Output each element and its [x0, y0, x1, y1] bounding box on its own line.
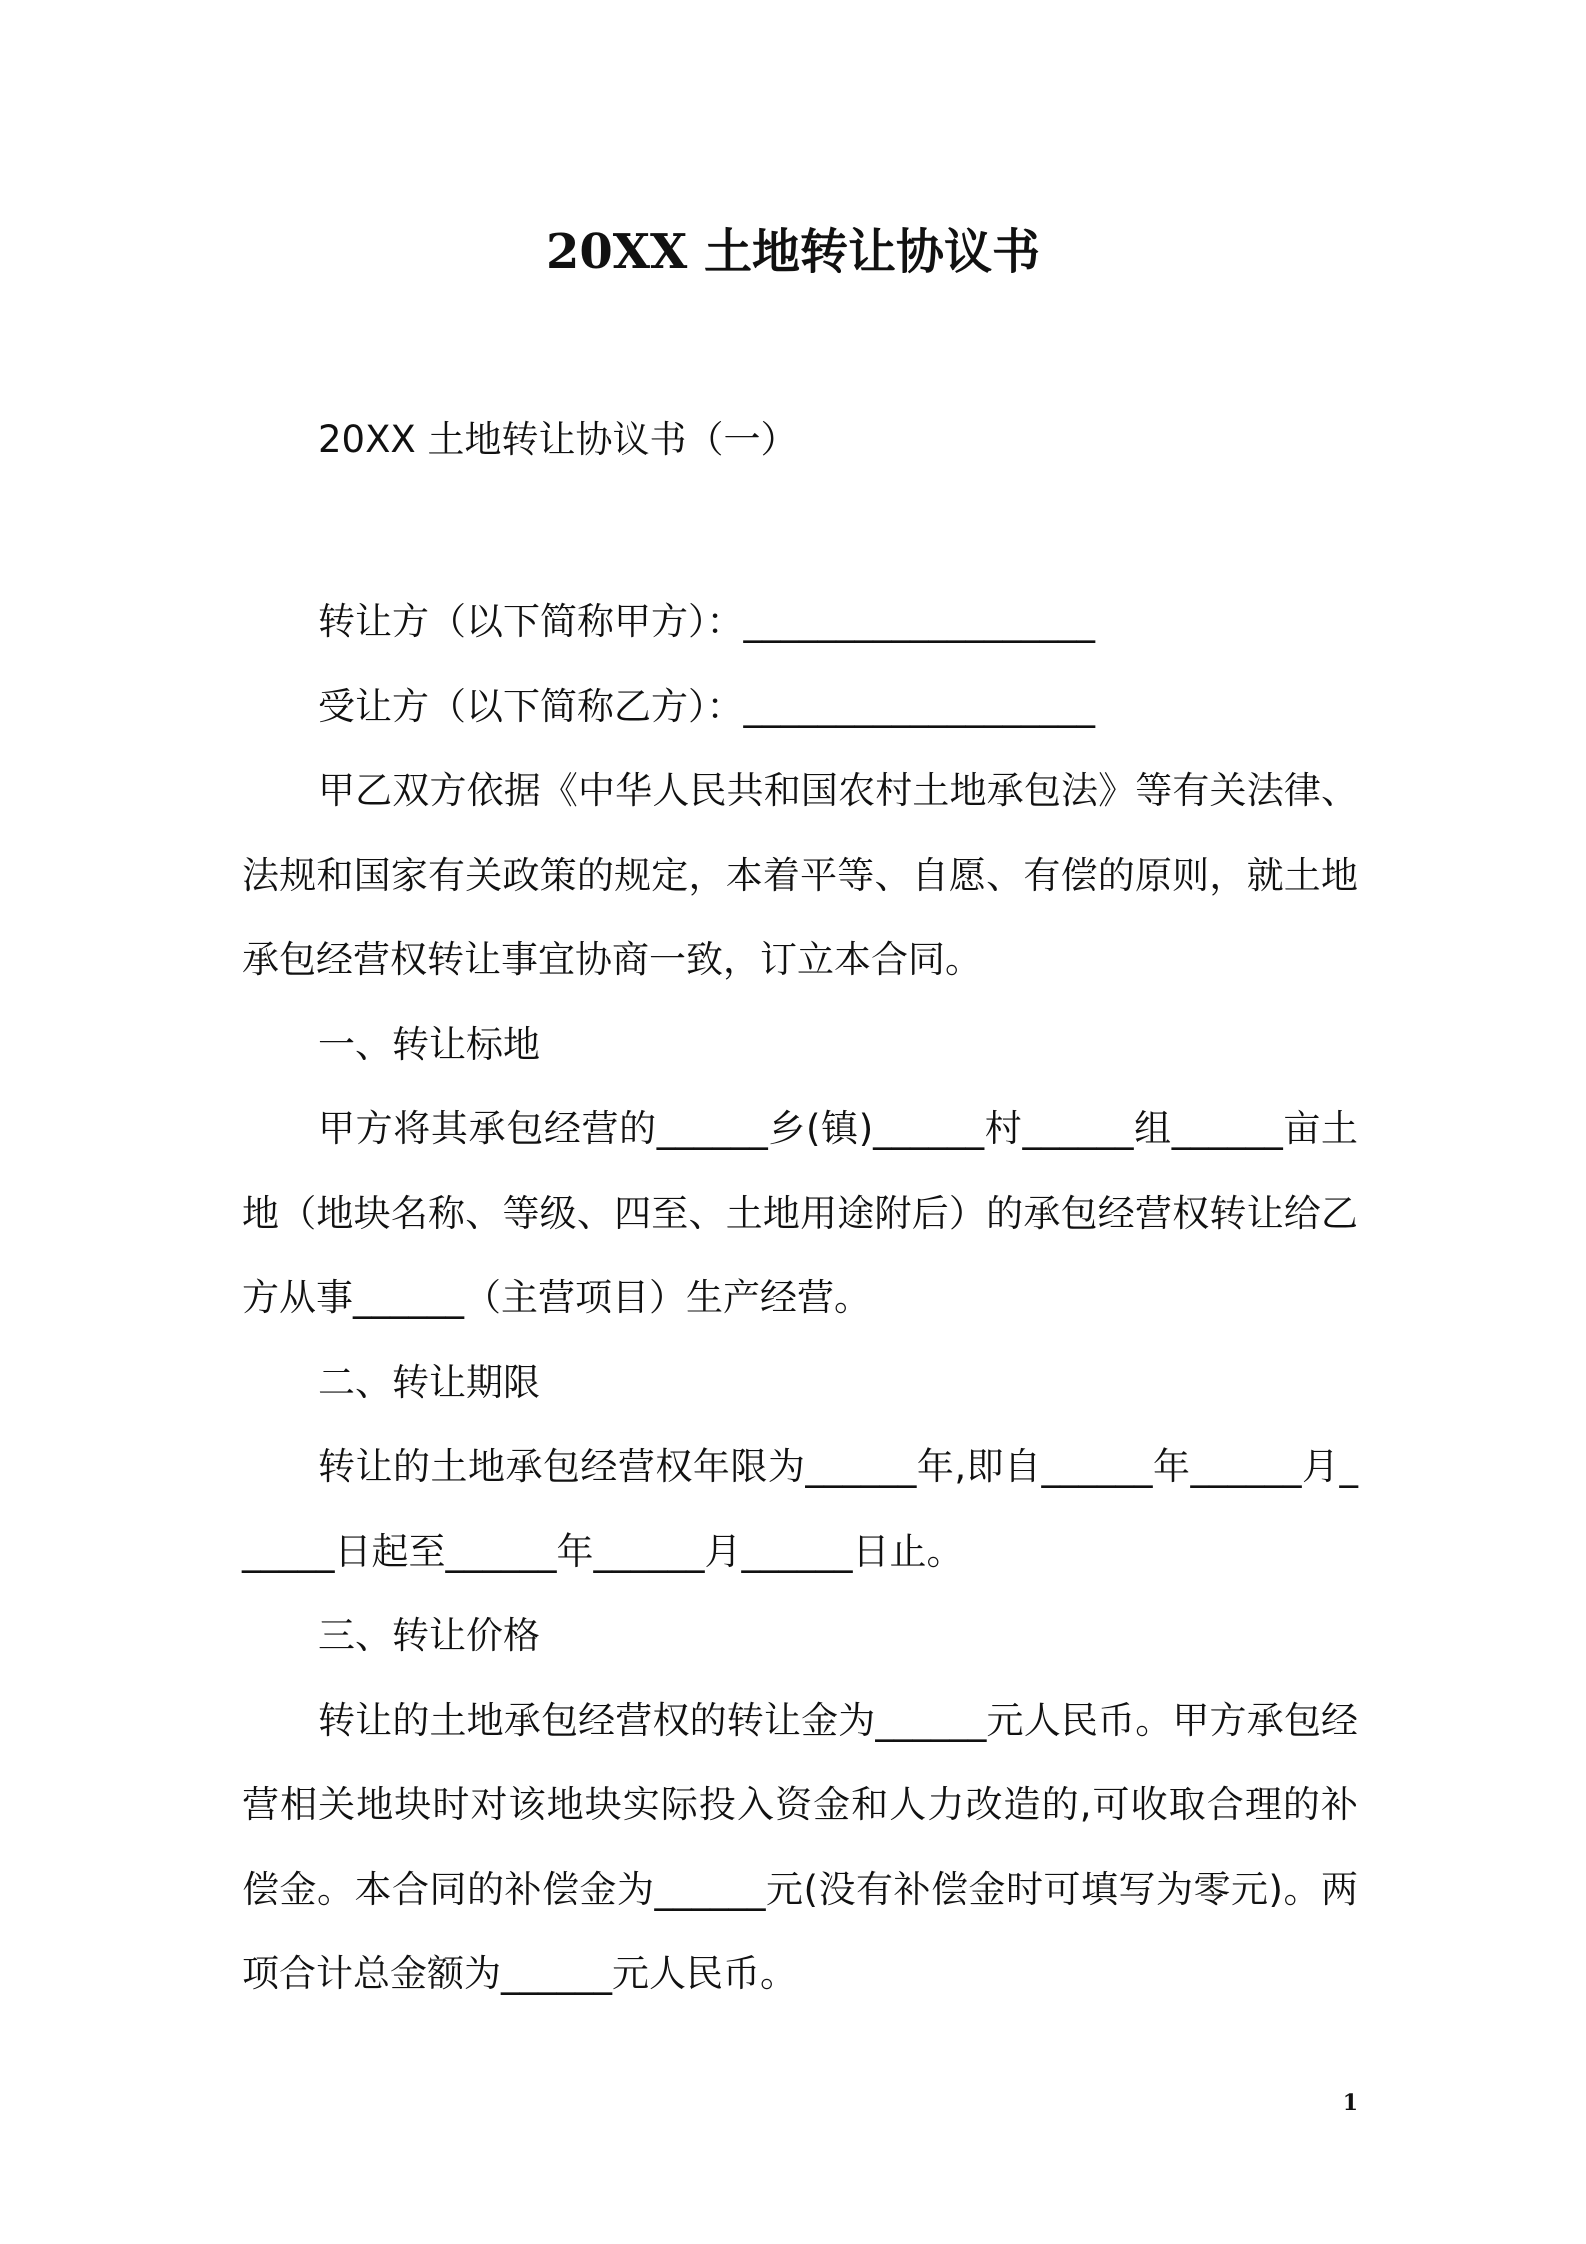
page-number: 1	[1342, 2090, 1358, 2116]
transferee-line: 受让方（以下简称乙方）：___________________	[318, 684, 1095, 728]
section-heading-subject: 一、转让标地	[318, 1022, 540, 1066]
document-title: 20XX 土地转让协议书	[546, 224, 1040, 280]
price-paragraph: 转让的土地承包经营权的转让金为______元人民币。甲方承包经营相关地块时对该地块实际投入资金和人力改造的,可收取合理的补偿金。本合同的补偿金为______元(没有补偿金时可填写为零元)。两项合计总金额为______元人民币。	[242, 1698, 1358, 1995]
document-body	[242, 580, 1358, 2017]
section-heading-term: 二、转让期限	[318, 1360, 540, 1404]
subject-paragraph: 甲方将其承包经营的______乡(镇)______村______组______亩土地（地块名称、等级、四至、土地用途附后）的承包经营权转让给乙方从事______（主营项目）生产经营。	[242, 1107, 1358, 1319]
transferor-line: 转让方（以下简称甲方）：___________________	[318, 600, 1095, 643]
document-subtitle: 20XX 土地转让协议书（一）	[318, 418, 798, 461]
section-heading-price: 三、转让价格	[318, 1614, 540, 1657]
term-paragraph: 转让的土地承包经营权年限为______年,即自______年______月______日起至______年______月______日止。	[242, 1445, 1358, 1573]
preamble-paragraph: 甲乙双方依据《中华人民共和国农村土地承包法》等有关法律、法规和国家有关政策的规定，本着平等、自愿、有偿的原则，就土地承包经营权转让事宜协商一致，订立本合同。	[242, 769, 1358, 981]
